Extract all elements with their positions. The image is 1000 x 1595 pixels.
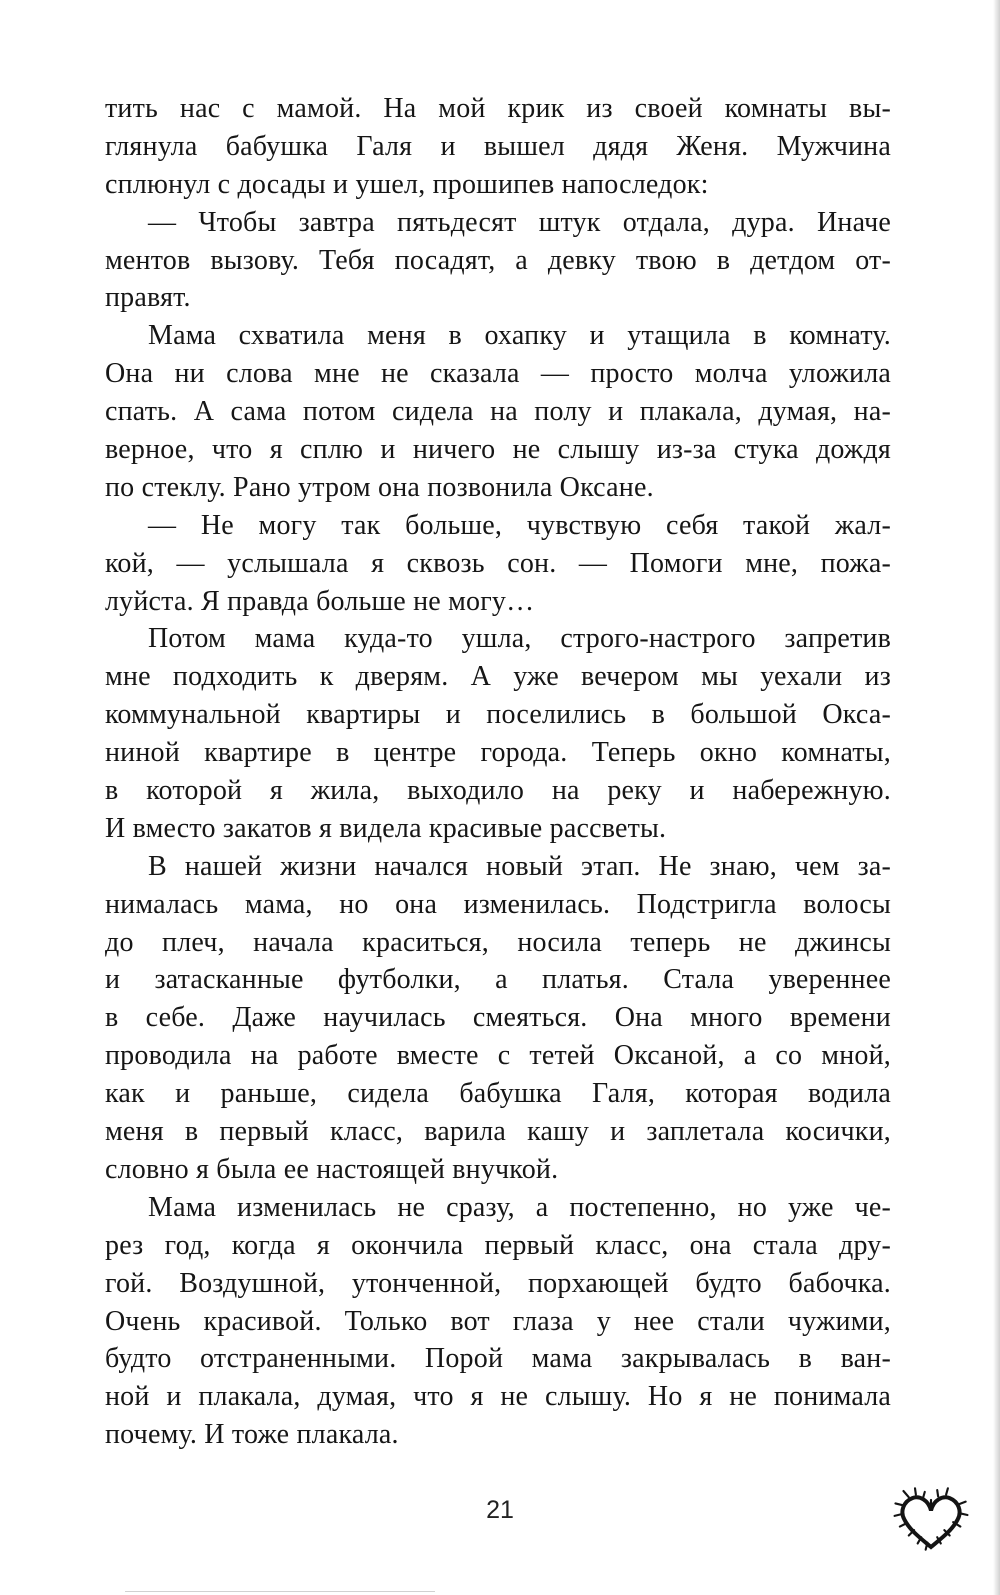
text-line: спать. А сама потом сидела на полу и плакала, думая, на- — [105, 396, 891, 428]
text-line: верное, что я сплю и ничего не слышу из-за стука дождя — [105, 434, 891, 466]
paragraph — [105, 507, 891, 621]
text-line: словно я была ее настоящей внучкой. — [105, 1153, 559, 1185]
text-line: почему. И тоже плакала. — [105, 1419, 399, 1451]
text-line: Потом мама куда-то ушла, строго-настрого запретив — [148, 623, 891, 655]
text-line: тить нас с мамой. На мой крик из своей комнаты вы- — [105, 93, 891, 124]
text-line: по стеклу. Рано утром она позвонила Оксане. — [105, 471, 654, 503]
text-line: правят. — [105, 282, 191, 314]
text-line: Мама схватила меня в охапку и утащила в комнату. — [148, 320, 891, 352]
text-line: меня в первый класс, варила кашу и заплетала косички, — [105, 1116, 891, 1148]
text-line: в себе. Даже научилась смеяться. Она много времени — [105, 1002, 891, 1034]
text-line: проводила на работе вместе с тетей Оксаной, а со мной, — [105, 1040, 891, 1072]
text-line: до плеч, начала краситься, носила теперь не джинсы — [105, 926, 891, 958]
text-line: будто отстраненными. Порой мама закрывалась в ван- — [105, 1343, 891, 1375]
scan-artifact-right-edge — [993, 0, 1000, 1595]
text-line: глянула бабушка Галя и вышел дядя Женя. Мужчина — [105, 130, 891, 162]
text-line: ной и плакала, думая, что я не слышу. Но я не понимала — [105, 1381, 891, 1413]
text-line: Очень красивой. Только вот глаза у нее стали чужими, — [105, 1305, 891, 1337]
text-line: — Не могу так больше, чувствую себя такой жал- — [148, 509, 891, 541]
scan-artifact-bottom-edge — [125, 1591, 435, 1592]
text-line: ниной квартире в центре города. Теперь окно комнаты, — [105, 737, 891, 769]
text-line: рез год, когда я окончила первый класс, она стала дру- — [105, 1229, 891, 1261]
text-line: луйста. Я правда больше не могу… — [105, 585, 535, 617]
paragraph — [105, 848, 891, 1189]
text-line: Мама изменилась не сразу, а постепенно, но уже че- — [148, 1191, 891, 1223]
text-line: гой. Воздушной, утонченной, порхающей будто бабочка. — [105, 1267, 891, 1299]
text-line: ментов вызову. Тебя посадят, а девку твою в детдом от- — [105, 244, 891, 276]
text-line: — Чтобы завтра пятьдесят штук отдала, дура. Иначе — [148, 206, 891, 238]
paragraph — [105, 1189, 891, 1454]
text-line: мне подходить к дверям. А уже вечером мы уехали из — [105, 661, 891, 693]
text-line: и затасканные футболки, а платья. Стала увереннее — [105, 964, 891, 996]
text-line: И вместо закатов я видела красивые рассветы. — [105, 812, 667, 844]
text-line: В нашей жизни начался новый этап. Не знаю, чем за- — [148, 850, 891, 882]
text-line: кой, — услышала я сквозь сон. — Помоги мне, пожа- — [105, 547, 891, 579]
text-line: в которой я жила, выходило на реку и набережную. — [105, 775, 891, 807]
text-line: сплюнул с досады и ушел, прошипев напоследок: — [105, 168, 709, 200]
paragraph — [105, 90, 891, 204]
text-line: нималась мама, но она изменилась. Подстригла волосы — [105, 888, 891, 920]
text-line: как и раньше, сидела бабушка Галя, которая водила — [105, 1078, 891, 1110]
text-line: Она ни слова мне не сказала — просто молча уложила — [105, 358, 891, 390]
text-line: коммунальной квартиры и поселились в большой Окса- — [105, 699, 891, 731]
page-number: 21 — [486, 1496, 514, 1524]
paragraph — [105, 204, 891, 318]
text-block — [105, 90, 891, 1454]
paragraph — [105, 317, 891, 506]
thorny-heart-icon — [891, 1484, 971, 1562]
paragraph — [105, 620, 891, 847]
